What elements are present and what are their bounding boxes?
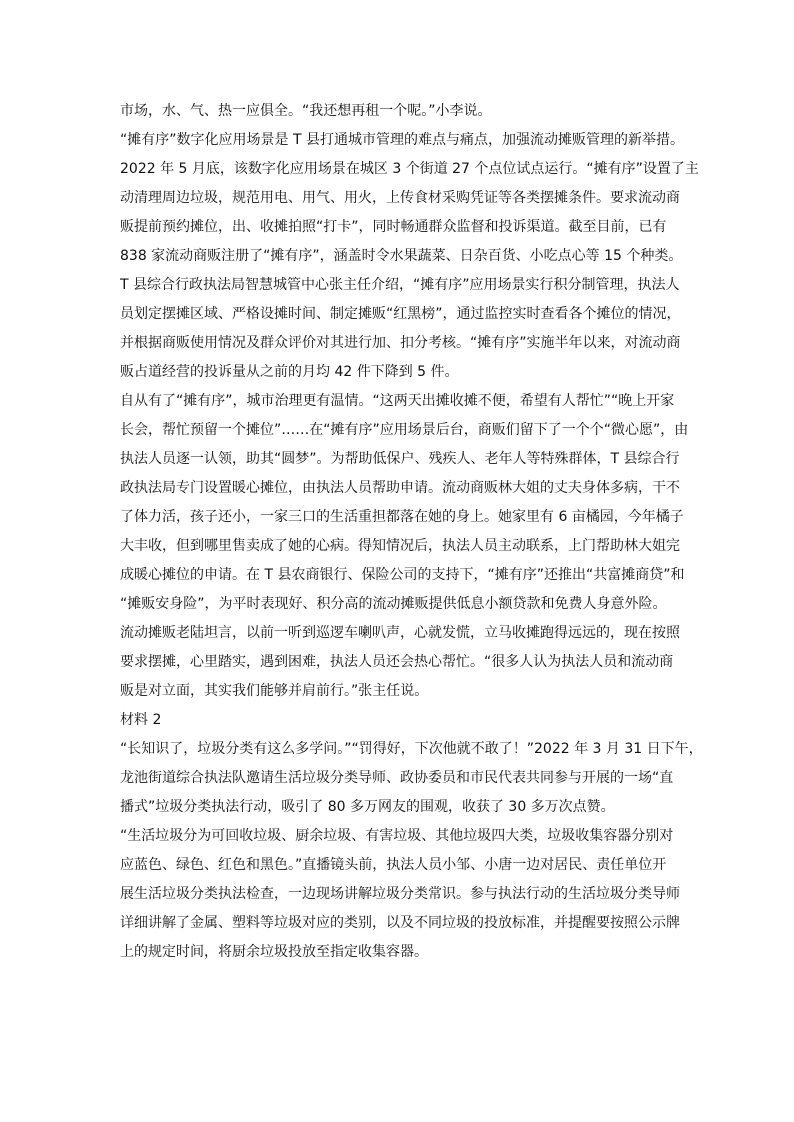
section-heading: 材料 2 (120, 712, 162, 728)
paragraph-line: 2022 年 5 月底，该数字化应用场景在城区 3 个街道 27 个点位试点运行。“摊有序”设置了主 (120, 161, 699, 177)
paragraph-line: 展生活垃圾分类执法检查，一边现场讲解垃圾分类常识。参与执法行动的生活垃圾分类导师 (120, 886, 680, 902)
paragraph-line: 详细讲解了金属、塑料等垃圾对应的类别，以及不同垃圾的投放标准，并提醒要按照公示牌 (120, 915, 680, 931)
paragraph-line: “摊有序”数字化应用场景是 T 县打通城市管理的难点与痛点，加强流动摊贩管理的新举措。 (120, 132, 684, 148)
paragraph-line: 流动摊贩老陆坦言，以前一听到巡逻车喇叭声，心就发慌，立马收摊跑得远远的，现在按照 (120, 625, 680, 641)
paragraph-line: 动清理周边垃圾，规范用电、用气、用火，上传食材采购凭证等各类摆摊条件。要求流动商 (120, 190, 680, 206)
paragraph-line: 成暖心摊位的申请。在 T 县农商银行、保险公司的支持下，“摊有序”还推出“共富摊商贷”和 (120, 567, 685, 583)
paragraph-line: 播式”垃圾分类执法行动，吸引了 80 多万网友的围观，收获了 30 多万次点赞。 (120, 799, 615, 815)
paragraph-line: 贩占道经营的投诉量从之前的月均 42 件下降到 5 件。 (120, 364, 459, 380)
paragraph-line: 政执法局专门设置暖心摊位，由执法人员帮助申请。流动商贩林大姐的丈夫身体多病，干不 (120, 480, 680, 496)
paragraph-line: 龙池街道综合执法队邀请生活垃圾分类导师、政协委员和市民代表共同参与开展的一场“直 (120, 770, 674, 786)
paragraph-line: 应蓝色、绿色、红色和黑色。”直播镜头前，执法人员小邹、小唐一边对居民、责任单位开 (120, 857, 667, 873)
paragraph-line: 了体力活，孩子还小，一家三口的生活重担都落在她的身上。她家里有 6 亩橘园，今年橘子 (120, 509, 684, 525)
paragraph-line: 贩提前预约摊位，出、收摊拍照“打卡”，同时畅通群众监督和投诉渠道。截至目前，已有 (120, 219, 667, 235)
paragraph-line: 自从有了“摊有序”，城市治理更有温情。“这两天出摊收摊不便，希望有人帮忙”“晚上开家 (120, 393, 675, 409)
paragraph-line: 大丰收，但到哪里售卖成了她的心病。得知情况后，执法人员主动联系，上门帮助林大姐完 (120, 538, 680, 554)
paragraph-line: 并根据商贩使用情况及群众评价对其进行加、扣分考核。“摊有序”实施半年以来，对流动商 (120, 335, 681, 351)
paragraph-line: 执法人员逐一认领，助其“圆梦”。为帮助低保户、残疾人、老年人等特殊群体，T 县综合行 (120, 451, 680, 467)
paragraph-line: T 县综合行政执法局智慧城管中心张主任介绍，“摊有序”应用场景实行积分制管理，执法人 (120, 277, 680, 293)
paragraph-line: 上的规定时间，将厨余垃圾投放至指定收集容器。 (120, 944, 428, 960)
paragraph-line: “摊贩安身险”，为平时表现好、积分高的流动摊贩提供低息小额贷款和免费人身意外险。 (120, 596, 667, 612)
paragraph-line: 838 家流动商贩注册了“摊有序”，涵盖时令水果蔬菜、日杂百货、小吃点心等 15 个种类。 (120, 248, 683, 264)
paragraph-line: 要求摆摊，心里踏实，遇到困难，执法人员还会热心帮忙。“很多人认为执法人员和流动商 (120, 654, 674, 670)
paragraph-line: 长会，帮忙预留一个摊位”……在“摊有序”应用场景后台，商贩们留下了一个个“微心愿”，由 (120, 422, 689, 438)
paragraph-line: “生活垃圾分为可回收垃圾、厨余垃圾、有害垃圾、其他垃圾四大类，垃圾收集容器分别对 (120, 828, 674, 844)
paragraph-line: 员划定摆摊区域、严格设摊时间、制定摊贩“红黑榜”，通过监控实时查看各个摊位的情况， (120, 306, 681, 322)
paragraph-line: “长知识了，垃圾分类有这么多学问。”“罚得好，下次他就不敢了！”2022 年 3 月 31 日下午， (120, 741, 703, 757)
paragraph-line: 贩是对立面，其实我们能够并肩前行。”张主任说。 (120, 683, 429, 699)
paragraph-line: 市场，水、气、热一应俱全。“我还想再租一个呢。”小李说。 (120, 103, 492, 119)
